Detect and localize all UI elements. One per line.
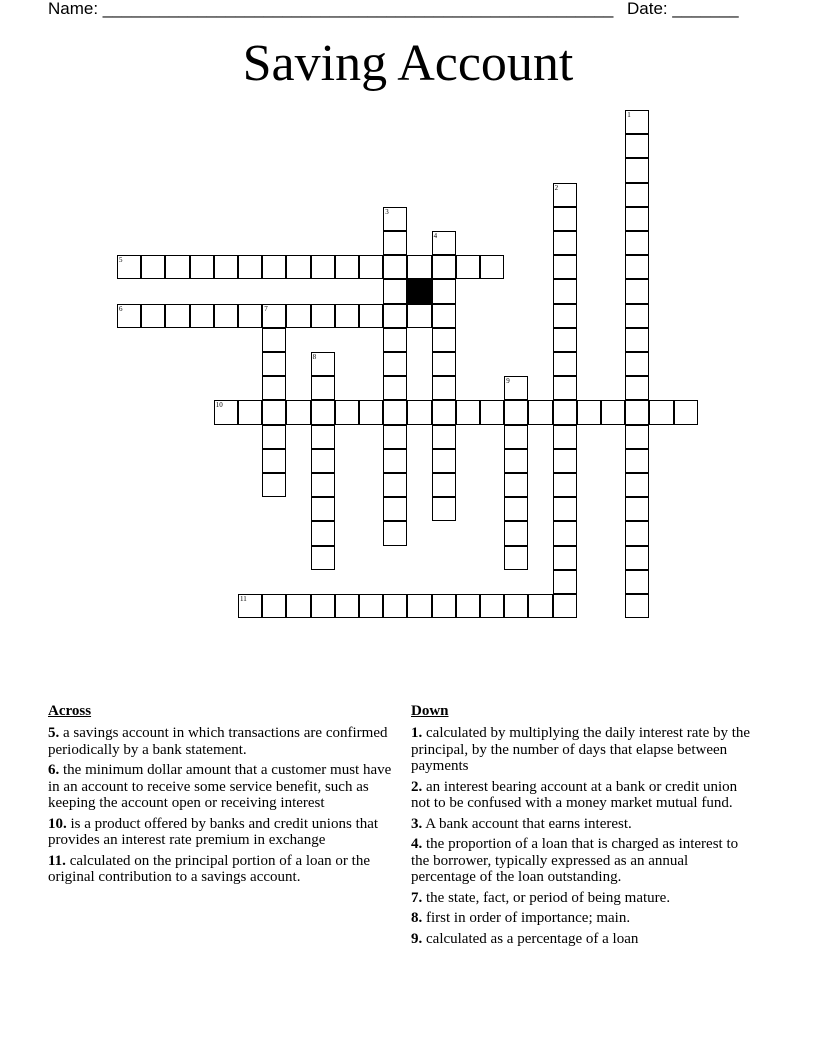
clue-number: 7 [264, 304, 268, 313]
crossword-cell[interactable] [432, 497, 456, 521]
crossword-cell[interactable] [432, 328, 456, 352]
crossword-cell[interactable] [553, 473, 577, 497]
clue-number: 2 [554, 183, 559, 192]
crossword-cell[interactable] [262, 376, 286, 400]
crossword-cell[interactable] [625, 570, 649, 594]
crossword-cell[interactable] [286, 400, 310, 424]
crossword-cell[interactable] [504, 449, 528, 473]
crossword-cell[interactable] [625, 473, 649, 497]
crossword-cell[interactable] [625, 425, 649, 449]
across-clue: 5. a savings account in which transactions are confirmed periodically by a bank statement. [48, 725, 388, 758]
crossword-cell[interactable] [407, 594, 431, 618]
crossword-cell[interactable] [359, 255, 383, 279]
crossword-cell[interactable] [553, 231, 577, 255]
crossword-cell[interactable] [262, 328, 286, 352]
clue-number: 5 [119, 256, 123, 265]
crossword-cell[interactable] [625, 158, 649, 182]
crossword-cell[interactable] [553, 279, 577, 303]
crossword-cell[interactable] [625, 110, 649, 134]
crossword-cell[interactable] [432, 376, 456, 400]
crossword-cell[interactable] [528, 400, 552, 424]
crossword-cell[interactable] [286, 255, 310, 279]
crossword-cell[interactable] [504, 376, 528, 400]
crossword-cell[interactable] [456, 400, 480, 424]
crossword-cell[interactable] [625, 546, 649, 570]
crossword-cell[interactable] [625, 376, 649, 400]
crossword-cell[interactable] [262, 400, 286, 424]
crossword-cell[interactable] [359, 304, 383, 328]
crossword-cell[interactable] [383, 594, 407, 618]
clue-number: 3 [385, 207, 389, 216]
clue-number: 11 [240, 595, 247, 603]
crossword-cell[interactable] [553, 521, 577, 545]
crossword-cell[interactable] [553, 352, 577, 376]
crossword-cell[interactable] [141, 304, 165, 328]
crossword-cell[interactable] [383, 279, 407, 303]
crossword-cell[interactable] [480, 594, 504, 618]
crossword-cell[interactable] [383, 400, 407, 424]
crossword-cell[interactable] [432, 425, 456, 449]
down-clue: 1. calculated by multiplying the daily interest rate by the principal, by the number of days that elapse between payments [411, 725, 751, 774]
crossword-cell[interactable] [480, 255, 504, 279]
crossword-cell[interactable] [625, 449, 649, 473]
crossword-cell[interactable] [311, 473, 335, 497]
crossword-cell[interactable] [504, 473, 528, 497]
crossword-cell[interactable] [262, 594, 286, 618]
clue-number: 10 [215, 401, 223, 410]
crossword-cell[interactable] [383, 376, 407, 400]
crossword-cell[interactable] [432, 400, 456, 424]
crossword-cell[interactable] [553, 255, 577, 279]
crossword-cell[interactable] [262, 425, 286, 449]
crossword-cell[interactable] [407, 255, 431, 279]
down-clue: 4. the proportion of a loan that is charged as interest to the borrower, typically expressed as an annual percentage of the loan outstanding. [411, 836, 739, 885]
crossword-cell[interactable] [432, 255, 456, 279]
crossword-cell[interactable] [190, 255, 214, 279]
crossword-cell[interactable] [311, 255, 335, 279]
crossword-cell[interactable] [262, 449, 286, 473]
crossword-cell[interactable] [480, 400, 504, 424]
crossword-cell[interactable] [238, 304, 262, 328]
crossword-cell[interactable] [407, 304, 431, 328]
crossword-cell[interactable] [625, 183, 649, 207]
crossword-cell[interactable] [553, 449, 577, 473]
crossword-cell[interactable] [214, 400, 238, 424]
crossword-cell[interactable] [117, 304, 141, 328]
crossword-cell[interactable] [238, 255, 262, 279]
down-heading: Down [411, 703, 449, 719]
crossword-cell[interactable] [553, 497, 577, 521]
crossword-cell[interactable] [311, 497, 335, 521]
crossword-cell[interactable] [625, 352, 649, 376]
crossword-cell[interactable] [311, 352, 335, 376]
crossword-cell[interactable] [601, 400, 625, 424]
crossword-cell[interactable] [383, 497, 407, 521]
crossword-cell[interactable] [383, 231, 407, 255]
crossword-cell[interactable] [335, 255, 359, 279]
crossword-cell[interactable] [625, 207, 649, 231]
page-title: Saving Account [242, 35, 574, 92]
crossword-cell[interactable] [456, 255, 480, 279]
crossword-cell[interactable] [432, 279, 456, 303]
crossword-cell[interactable] [432, 231, 456, 255]
down-clue: 2. an interest bearing account at a bank or credit union not to be confused with a money market mutual fund. [411, 778, 738, 811]
crossword-cell[interactable] [262, 352, 286, 376]
crossword-cell[interactable] [625, 521, 649, 545]
crossword-cell[interactable] [383, 328, 407, 352]
crossword-cell[interactable] [335, 304, 359, 328]
crossword-cell[interactable] [553, 570, 577, 594]
crossword-cell[interactable] [286, 304, 310, 328]
down-clue: 7. the state, fact, or period of being mature. [411, 889, 671, 906]
down-clue: 9. calculated as a percentage of a loan [411, 930, 639, 947]
crossword-cell[interactable] [311, 425, 335, 449]
crossword-cell[interactable] [674, 400, 698, 424]
crossword-cell[interactable] [625, 594, 649, 618]
crossword-cell[interactable] [165, 304, 189, 328]
crossword-cell[interactable] [335, 400, 359, 424]
crossword-cell[interactable] [504, 594, 528, 618]
crossword-cell[interactable] [383, 255, 407, 279]
crossword-cell[interactable] [311, 449, 335, 473]
crossword-cell[interactable] [432, 304, 456, 328]
crossword-cell[interactable] [553, 546, 577, 570]
crossword-cell[interactable] [262, 304, 286, 328]
crossword-cell[interactable] [553, 183, 577, 207]
crossword-cell[interactable] [432, 352, 456, 376]
crossword-cell[interactable] [383, 521, 407, 545]
down-clue: 8. first in order of importance; main. [411, 910, 631, 926]
crossword-cell[interactable] [625, 134, 649, 158]
crossword-cell[interactable] [214, 304, 238, 328]
crossword-black-cell [407, 279, 431, 303]
crossword-cell[interactable] [359, 400, 383, 424]
crossword-cell[interactable] [553, 425, 577, 449]
clue-number: 4 [433, 232, 438, 240]
crossword-cell[interactable] [504, 425, 528, 449]
across-clue: 11. calculated on the principal portion of a loan or the original contribution to a savings account. [48, 852, 370, 885]
down-clues [411, 702, 756, 951]
crossword-cell[interactable] [625, 497, 649, 521]
crossword-cell[interactable] [262, 473, 286, 497]
crossword-cell[interactable] [432, 594, 456, 618]
crossword-cell[interactable] [311, 594, 335, 618]
down-clue: 3. A bank account that earns interest. [411, 815, 632, 832]
crossword-cell[interactable] [190, 304, 214, 328]
crossword-cell[interactable] [625, 304, 649, 328]
across-clues [48, 702, 393, 890]
across-clue: 10. is a product offered by banks and credit unions that provides an interest rate premium in exchange [48, 815, 379, 848]
crossword-cell[interactable] [407, 400, 431, 424]
crossword-cell[interactable] [504, 400, 528, 424]
crossword-cell[interactable] [504, 546, 528, 570]
crossword-cell[interactable] [311, 304, 335, 328]
crossword-cell[interactable] [456, 594, 480, 618]
crossword-cell[interactable] [383, 449, 407, 473]
crossword-cell[interactable] [238, 400, 262, 424]
clue-number: 9 [506, 377, 510, 386]
clue-number: 8 [312, 353, 317, 361]
across-clue: 6. the minimum dollar amount that a customer must have in an account to receive some service benefit, such as keeping the account open or receiving interest [48, 762, 392, 811]
clue-number: 6 [119, 304, 123, 313]
crossword-cell[interactable] [553, 207, 577, 231]
crossword-cell[interactable] [553, 376, 577, 400]
crossword-cell[interactable] [359, 594, 383, 618]
crossword-cell[interactable] [383, 352, 407, 376]
crossword-cell[interactable] [383, 425, 407, 449]
crossword-cell[interactable] [553, 328, 577, 352]
crossword-cell[interactable] [165, 255, 189, 279]
crossword-cell[interactable] [649, 400, 673, 424]
crossword-cell[interactable] [383, 473, 407, 497]
across-heading: Across [48, 703, 92, 719]
crossword-cell[interactable] [383, 207, 407, 231]
crossword-cell[interactable] [625, 328, 649, 352]
crossword-cell[interactable] [528, 594, 552, 618]
crossword-cell[interactable] [141, 255, 165, 279]
crossword-cell[interactable] [625, 231, 649, 255]
date-field-label[interactable]: Date: _______ [627, 0, 739, 18]
crossword-cell[interactable] [311, 376, 335, 400]
crossword-cell[interactable] [504, 521, 528, 545]
clue-number: 1 [627, 111, 631, 119]
crossword-cell[interactable] [311, 521, 335, 545]
crossword-cell[interactable] [238, 594, 262, 618]
crossword-cell[interactable] [311, 400, 335, 424]
crossword-cell[interactable] [383, 304, 407, 328]
crossword-cell[interactable] [577, 400, 601, 424]
crossword-cell[interactable] [504, 497, 528, 521]
crossword-cell[interactable] [625, 279, 649, 303]
crossword-cell[interactable] [286, 594, 310, 618]
crossword-cell[interactable] [553, 594, 577, 618]
crossword-cell[interactable] [335, 594, 359, 618]
crossword-cell[interactable] [432, 449, 456, 473]
name-field-label[interactable]: Name: ______________________________________________________ [48, 0, 614, 18]
crossword-cell[interactable] [432, 473, 456, 497]
crossword-cell[interactable] [553, 304, 577, 328]
crossword-cell[interactable] [214, 255, 238, 279]
crossword-cell[interactable] [262, 255, 286, 279]
crossword-cell[interactable] [117, 255, 141, 279]
crossword-cell[interactable] [625, 400, 649, 424]
crossword-cell[interactable] [311, 546, 335, 570]
crossword-cell[interactable] [625, 255, 649, 279]
crossword-cell[interactable] [553, 400, 577, 424]
